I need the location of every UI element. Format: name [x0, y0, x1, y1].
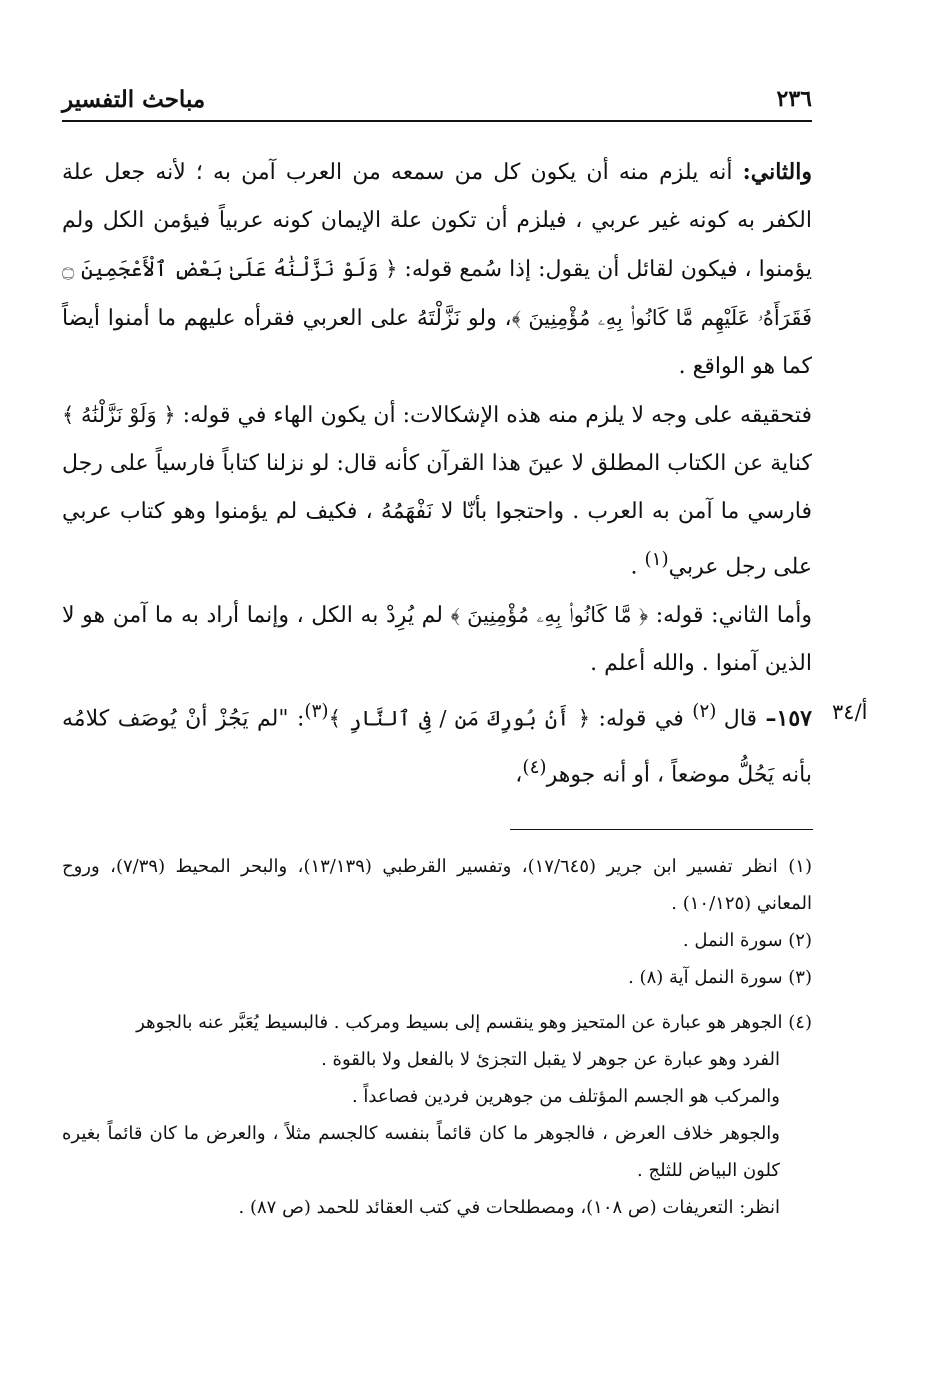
footnote-ref[interactable]: (٣): [304, 701, 329, 723]
text-span: فتحقيقه على وجه لا يلزم منه هذه الإشكالات: أن يكون الهاء في قوله:: [175, 403, 812, 428]
paragraph-1: [62, 148, 812, 391]
quran-quote: ﴿ مَّا كَانُوا۟ بِهِۦ مُؤْمِنِينَ ﴾: [450, 603, 649, 628]
paragraph-4: [62, 688, 812, 799]
text-span: ، ولو نَزَّلْتَهُ على العربي فقرأه عليهم ما أمنوا أيضاً كما هو الواقع .: [62, 306, 812, 379]
text-span: قال: [723, 706, 766, 732]
header-rule: [62, 120, 812, 122]
footnote-4: (٤) الجوهر هو عبارة عن المتحيز وهو ينقسم إلى بسيط ومركب . فالبسيط يُعَبَّر عنه بالجوهر: [136, 1012, 812, 1033]
footnote-4-source: انظر: التعريفات (ص ١٠٨)، ومصطلحات في كتب العقائد للحمد (ص ٨٧) .: [238, 1197, 780, 1218]
text-span: وأما الثاني: قوله:: [648, 603, 812, 629]
quran-quote: ﴿ أَنۢ بُورِكَ مَن / فِى ٱلنَّارِ ﴾: [328, 706, 591, 731]
footnote-4-line: والجوهر خلاف العرض ، فالجوهر ما كان قائماً بنفسه كالجسم مثلاً ، والعرض ما كان قائماً بغيره كلون البياض للثلج .: [62, 1123, 780, 1181]
running-header: [62, 80, 812, 120]
text-span: ،: [515, 761, 523, 787]
quran-quote: ﴿ وَلَوْ نَزَّلْنَٰهُ ﴾: [62, 403, 176, 427]
footnote-4-line: والمركب هو الجسم المؤتلف من جوهرين فردين فصاعداً .: [351, 1086, 780, 1107]
page-number: ٢٣٦: [776, 86, 812, 112]
paragraph-3: [62, 591, 812, 688]
footnote-4-line: الفرد وهو عبارة عن جوهر لا يقبل التجزئ لا بالفعل ولا بالقوة .: [321, 1049, 780, 1070]
paragraph-lead: والثاني:: [742, 159, 812, 185]
text-span: لم يُرِدْ به الكل ، وإنما أراد به ما آمن هو لا الذين آمنوا . والله أعلم .: [62, 603, 812, 677]
text-span: : "لم يَجُزْ أنْ يُوصَف كلامُه بأنه يَحُلُّ موضعاً ، أو أنه جوهر: [62, 706, 812, 787]
manuscript-folio-note: أ/٣٤: [832, 700, 868, 724]
entry-number: ١٥٧–: [765, 705, 812, 732]
footnote-rule: [510, 829, 813, 830]
running-title: مباحث التفسير: [62, 86, 206, 113]
text-span: في قوله:: [590, 706, 693, 732]
footnote-ref[interactable]: (٢): [692, 701, 724, 723]
footnote-ref[interactable]: (١): [644, 549, 669, 570]
footnote-ref[interactable]: (٤): [522, 756, 547, 778]
quran-quote: ﴿ وَلَوْ نَزَّلْنَٰهُ عَلَىٰ بَعْضِ ٱلْأَعْجَمِينَ ۝ فَقَرَأَهُۥ عَلَيْهِم مَّا كَانُوا۟ بِهِۦ مُؤْمِنِينَ ﴾: [62, 257, 812, 330]
paragraph-2: [62, 391, 812, 591]
text-span: .: [630, 554, 645, 580]
text-span: كناية عن الكتاب المطلق لا عينَ هذا القرآن كأنه قال: لو نزلنا كتاباً فارسياً على رجل فارسي ما آمن به العرب . واحتجوا بأنّا لا نَفْهَمُهُ ، فكيف لم يؤمنوا وهو كتاب عربي على رجل عربي: [62, 451, 812, 580]
footnotes: [62, 848, 812, 1226]
text-span: أنه يلزم منه أن يكون كل من سمعه من العرب آمن به ؛ لأنه جعل علة الكفر به كونه غير عربي ، فيلزم أن تكون علة الإيمان كونه عربياً فيؤمن الكل ولم يؤمنوا ، فيكون لقائل أن يقول: إذا سُمع قوله:: [62, 160, 813, 282]
main-text: [62, 148, 812, 799]
footnote-2: (٢) سورة النمل .: [682, 930, 812, 951]
footnote-1: (١) انظر تفسير ابن جرير (١٧/٦٤٥)، وتفسير القرطبي (١٣/١٣٩)، والبحر المحيط (٧/٣٩)، وروح المعاني (١٠/١٢٥) .: [62, 856, 812, 914]
footnote-3: (٣) سورة النمل آية (٨) .: [628, 967, 812, 988]
